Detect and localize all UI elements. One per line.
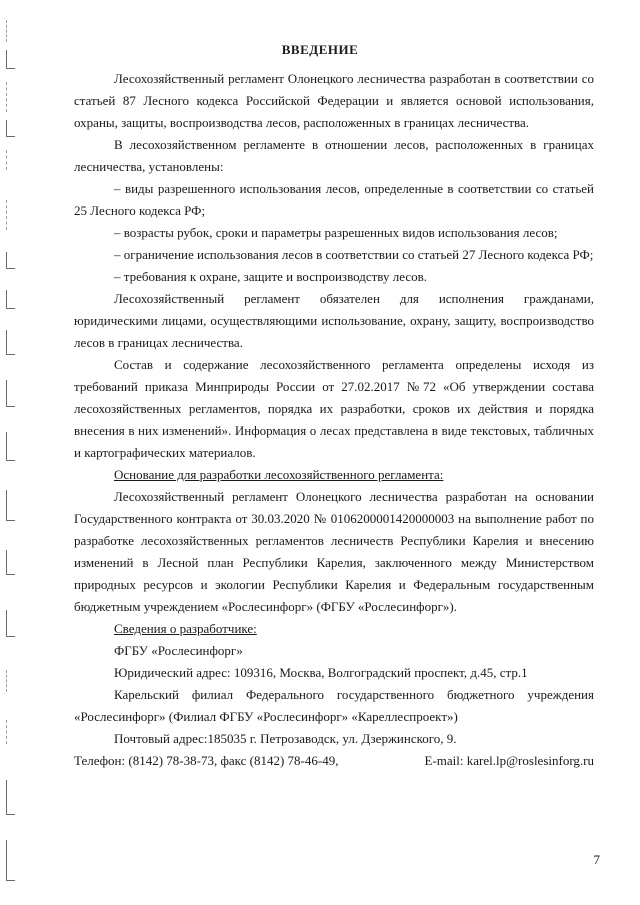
contact-line [74,750,594,772]
binding-mark [6,720,15,744]
binding-mark [6,252,15,269]
paragraph-basis: Лесохозяйственный регламент Олонецкого лесничества разработан на основании Государственного контракта от 30.03.2020 № 0106200001420000003 на выполнение работ по разработке лесохозяйственных регламентов лесничеств Республики Карелия и внесению изменений в Лесной план Республики Карелия, заключенного между Министерством природных ресурсов и экологии Республики Карелия и Федеральным государственным бюджетным учреждением «Рослесинфорг» (ФГБУ «Рослесинфорг»). [74,489,594,614]
binding-mark [6,290,15,309]
binding-mark [6,330,15,355]
binding-mark [6,610,15,637]
email-address: E-mail: karel.lp@roslesinforg.ru [424,753,594,768]
binding-mark [6,670,15,692]
binding-mark [6,120,15,137]
branch-name: Карельский филиал Федерального государственного бюджетного учреждения «Рослесинфорг» (Филиал ФГБУ «Рослесинфорг» «Кареллеспроект») [74,687,594,724]
postal-address: Почтовый адрес:185035 г. Петрозаводск, ул. Дзержинского, 9. [114,731,457,746]
paragraph-composition: Состав и содержание лесохозяйственного регламента определены исходя из требований приказа Минприроды России от 27.02.2017 №72 «Об утверждении состава лесохозяйственных регламентов, порядка их разработки, сроков их действия и порядка внесения в них изменений». Информация о лесах представлена в виде текстовых, табличных и картографических материалов. [74,357,594,460]
list-item: – ограничение использования лесов в соответствии со статьей 27 Лесного кодекса РФ; [114,247,594,262]
binding-mark [6,840,15,881]
paragraph-intro: Лесохозяйственный регламент Олонецкого лесничества разработан в соответствии со статьей 87 Лесного кодекса Российской Федерации и является основой использования, охраны, защиты, воспроизводства лесов, расположенных в границах лесничества. [74,71,594,130]
paragraph-obligation: Лесохозяйственный регламент обязателен для исполнения гражданами, юридическими лицами, осуществляющими использование, охрану, защиту, воспроизводство лесов в границах лесничества. [74,291,594,350]
body-text [74,68,594,772]
binding-mark [6,82,15,112]
binding-mark [6,780,15,815]
binding-mark [6,20,15,42]
developer-heading: Сведения о разработчике: [114,621,257,636]
legal-address: Юридический адрес: 109316, Москва, Волгоградский проспект, д.45, стр.1 [114,665,528,680]
binding-mark [6,200,15,230]
section-title: ВВЕДЕНИЕ [281,42,359,57]
phone-fax: Телефон: (8142) 78-38-73, факс (8142) 78-46-49, [74,753,339,768]
binding-mark [6,550,15,575]
list-item: – требования к охране, защите и воспроизводству лесов. [114,269,427,284]
basis-heading: Основание для разработки лесохозяйственного регламента: [114,467,444,482]
page-number: 7 [593,852,600,867]
binding-margin-marks [4,20,18,890]
binding-mark [6,380,15,407]
binding-mark [6,150,15,170]
list-item: – возрасты рубок, сроки и параметры разрешенных видов использования лесов; [114,225,558,240]
list-item: – виды разрешенного использования лесов, определенные в соответствии со статьей 25 Лесного кодекса РФ; [74,181,594,218]
binding-mark [6,490,15,521]
binding-mark [6,432,15,461]
paragraph-established: В лесохозяйственном регламенте в отношении лесов, расположенных в границах лесничества, установлены: [74,137,594,174]
developer-name: ФГБУ «Рослесинфорг» [114,643,243,658]
